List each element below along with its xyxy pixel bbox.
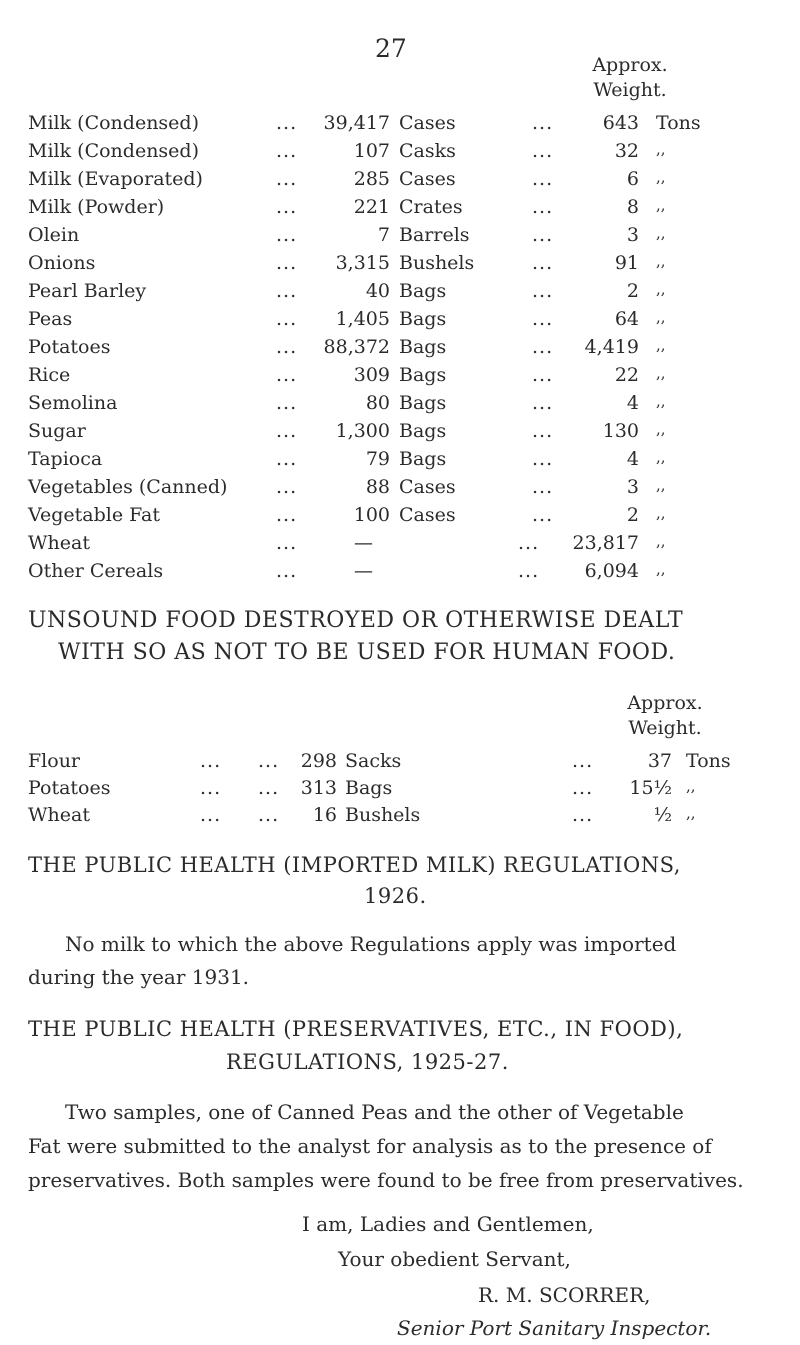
milk-regulations-body-line2: during the year 1931. [28,965,250,989]
leader-dots: ... [276,560,298,582]
table-row [0,168,800,198]
item-weight: 643 [602,112,639,134]
weight-unit: Tons [686,750,731,772]
item-unit: Bags [399,420,447,442]
weight-unit: ,, [656,140,666,158]
item-quantity: 40 [365,280,390,302]
weight-unit: ,, [656,504,666,522]
item-quantity: 221 [353,196,390,218]
leader-dots: ... [276,364,298,386]
leader-dots: ... [518,532,540,554]
leader-dots: ... [200,777,222,799]
item-weight: 6 [626,168,639,190]
weight-unit: ,, [656,280,666,298]
weight-unit: ,, [656,252,666,270]
leader-dots: ... [276,252,298,274]
item-weight: 3 [626,224,639,246]
table-row [0,532,800,562]
item-unit: Bags [345,777,393,799]
item-name: Milk (Condensed) [28,140,199,162]
item-name: Peas [28,308,73,330]
item-weight: 15½ [629,777,672,799]
item-quantity: — [354,532,373,554]
table-row [0,336,800,366]
item-weight: 6,094 [584,560,639,582]
item-quantity: 298 [300,750,337,772]
item-quantity: 79 [365,448,390,470]
item-name: Potatoes [28,777,111,799]
item-unit: Barrels [399,224,470,246]
item-name: Tapioca [28,448,103,470]
leader-dots: ... [258,804,280,826]
item-quantity: 80 [365,392,390,414]
item-weight: 3 [626,476,639,498]
weight-unit: ,, [656,224,666,242]
leader-dots: ... [276,224,298,246]
item-quantity: 3,315 [335,252,390,274]
leader-dots: ... [532,448,554,470]
leader-dots: ... [532,224,554,246]
leader-dots: ... [518,560,540,582]
weight-unit: ,, [656,476,666,494]
page-number: 27 [375,34,407,63]
milk-regulations-heading-line1: THE PUBLIC HEALTH (IMPORTED MILK) REGULATIONS, [28,853,681,877]
weight-unit: ,, [656,532,666,550]
item-name: Wheat [28,804,90,826]
preservatives-body-line3: preservatives. Both samples were found to be free from preservatives. [28,1168,744,1192]
item-name: Vegetable Fat [28,504,160,526]
item-name: Sugar [28,420,86,442]
preservatives-body-line1: Two samples, one of Canned Peas and the other of Vegetable [65,1100,684,1124]
leader-dots: ... [532,392,554,414]
item-unit: Bags [399,392,447,414]
item-weight: 8 [626,196,639,218]
item-unit: Bushels [345,804,421,826]
table-row [0,308,800,338]
item-quantity: 7 [377,224,390,246]
unsound-food-heading-line2: WITH SO AS NOT TO BE USED FOR HUMAN FOOD. [58,640,676,665]
item-weight: 2 [626,504,639,526]
weight-unit: ,, [656,392,666,410]
table-row [0,476,800,506]
leader-dots: ... [276,168,298,190]
leader-dots: ... [532,168,554,190]
weight-unit: ,, [656,364,666,382]
leader-dots: ... [200,804,222,826]
weight-unit: ,, [656,196,666,214]
item-quantity: 1,300 [335,420,390,442]
item-name: Milk (Condensed) [28,112,199,134]
table-row [0,750,800,780]
leader-dots: ... [276,476,298,498]
item-name: Pearl Barley [28,280,147,302]
table-row [0,140,800,170]
item-quantity: 285 [353,168,390,190]
table-row [0,560,800,590]
item-quantity: 16 [312,804,337,826]
table-row [0,777,800,807]
item-unit: Bags [399,280,447,302]
table-row [0,804,800,834]
item-unit: Bushels [399,252,475,274]
item-quantity: 107 [353,140,390,162]
table-row [0,392,800,422]
unsound-food-heading-line1: UNSOUND FOOD DESTROYED OR OTHERWISE DEALT [28,608,684,633]
table-row [0,252,800,282]
preservatives-regulations-heading-line2: REGULATIONS, 1925-27. [226,1050,509,1074]
table-row [0,196,800,226]
item-unit: Cases [399,504,456,526]
item-unit: Bags [399,448,447,470]
signatory-name: R. M. SCORRER, [478,1283,651,1307]
leader-dots: ... [532,196,554,218]
leader-dots: ... [276,308,298,330]
weight-unit: ,, [656,420,666,438]
leader-dots: ... [572,777,594,799]
leader-dots: ... [532,140,554,162]
table2-header-approx: Approx. [627,692,703,714]
item-unit: Sacks [345,750,402,772]
table1-header-approx: Approx. [592,54,668,76]
leader-dots: ... [276,532,298,554]
leader-dots: ... [532,112,554,134]
item-quantity: 39,417 [323,112,390,134]
item-name: Milk (Powder) [28,196,165,218]
item-unit: Bags [399,364,447,386]
item-quantity: 309 [353,364,390,386]
item-weight: 4 [626,448,639,470]
table-row [0,448,800,478]
item-quantity: 88 [365,476,390,498]
leader-dots: ... [572,750,594,772]
table-row [0,420,800,450]
item-unit: Casks [399,140,456,162]
item-name: Other Cereals [28,560,164,582]
leader-dots: ... [258,777,280,799]
leader-dots: ... [276,504,298,526]
table-row [0,224,800,254]
table1-header-weight: Weight. [593,79,667,101]
item-quantity: 313 [300,777,337,799]
item-name: Rice [28,364,71,386]
weight-unit: ,, [656,336,666,354]
leader-dots: ... [276,392,298,414]
weight-unit: Tons [656,112,701,134]
leader-dots: ... [276,112,298,134]
weight-unit: ,, [656,168,666,186]
item-name: Onions [28,252,96,274]
leader-dots: ... [258,750,280,772]
milk-regulations-body-line1: No milk to which the above Regulations apply was imported [65,932,677,956]
item-weight: 2 [626,280,639,302]
closing-servant: Your obedient Servant, [338,1247,571,1271]
closing-salutation: I am, Ladies and Gentlemen, [302,1212,594,1236]
table2-header-weight: Weight. [628,717,702,739]
item-weight: ½ [653,804,672,826]
table-row [0,112,800,142]
item-unit: Bags [399,336,447,358]
item-unit: Bags [399,308,447,330]
table-row [0,364,800,394]
item-weight: 22 [614,364,639,386]
weight-unit: ,, [656,560,666,578]
leader-dots: ... [532,280,554,302]
leader-dots: ... [532,252,554,274]
leader-dots: ... [276,336,298,358]
leader-dots: ... [572,804,594,826]
table-row [0,280,800,310]
item-weight: 64 [614,308,639,330]
item-name: Olein [28,224,80,246]
item-unit: Cases [399,476,456,498]
item-quantity: 1,405 [335,308,390,330]
weight-unit: ,, [656,308,666,326]
item-name: Vegetables (Canned) [28,476,228,498]
leader-dots: ... [276,140,298,162]
leader-dots: ... [532,308,554,330]
weight-unit: ,, [686,804,696,822]
weight-unit: ,, [656,448,666,466]
leader-dots: ... [276,448,298,470]
item-quantity: 88,372 [323,336,390,358]
weight-unit: ,, [686,777,696,795]
item-weight: 130 [602,420,639,442]
item-unit: Cases [399,168,456,190]
item-name: Flour [28,750,81,772]
preservatives-regulations-heading-line1: THE PUBLIC HEALTH (PRESERVATIVES, ETC., IN FOOD), [28,1017,684,1041]
leader-dots: ... [532,420,554,442]
item-unit: Cases [399,112,456,134]
leader-dots: ... [532,504,554,526]
item-name: Semolina [28,392,118,414]
item-unit: Crates [399,196,463,218]
preservatives-body-line2: Fat were submitted to the analyst for analysis as to the presence of [28,1134,712,1158]
item-name: Potatoes [28,336,111,358]
leader-dots: ... [532,476,554,498]
leader-dots: ... [276,280,298,302]
item-quantity: 100 [353,504,390,526]
signatory-title: Senior Port Sanitary Inspector. [397,1316,712,1340]
leader-dots: ... [532,364,554,386]
leader-dots: ... [200,750,222,772]
item-quantity: — [354,560,373,582]
table-row [0,504,800,534]
item-weight: 32 [614,140,639,162]
item-name: Wheat [28,532,90,554]
leader-dots: ... [532,336,554,358]
milk-regulations-heading-line2: 1926. [364,884,427,908]
item-weight: 37 [647,750,672,772]
item-weight: 23,817 [572,532,639,554]
leader-dots: ... [276,196,298,218]
item-weight: 4,419 [584,336,639,358]
item-name: Milk (Evaporated) [28,168,203,190]
leader-dots: ... [276,420,298,442]
item-weight: 91 [614,252,639,274]
item-weight: 4 [626,392,639,414]
